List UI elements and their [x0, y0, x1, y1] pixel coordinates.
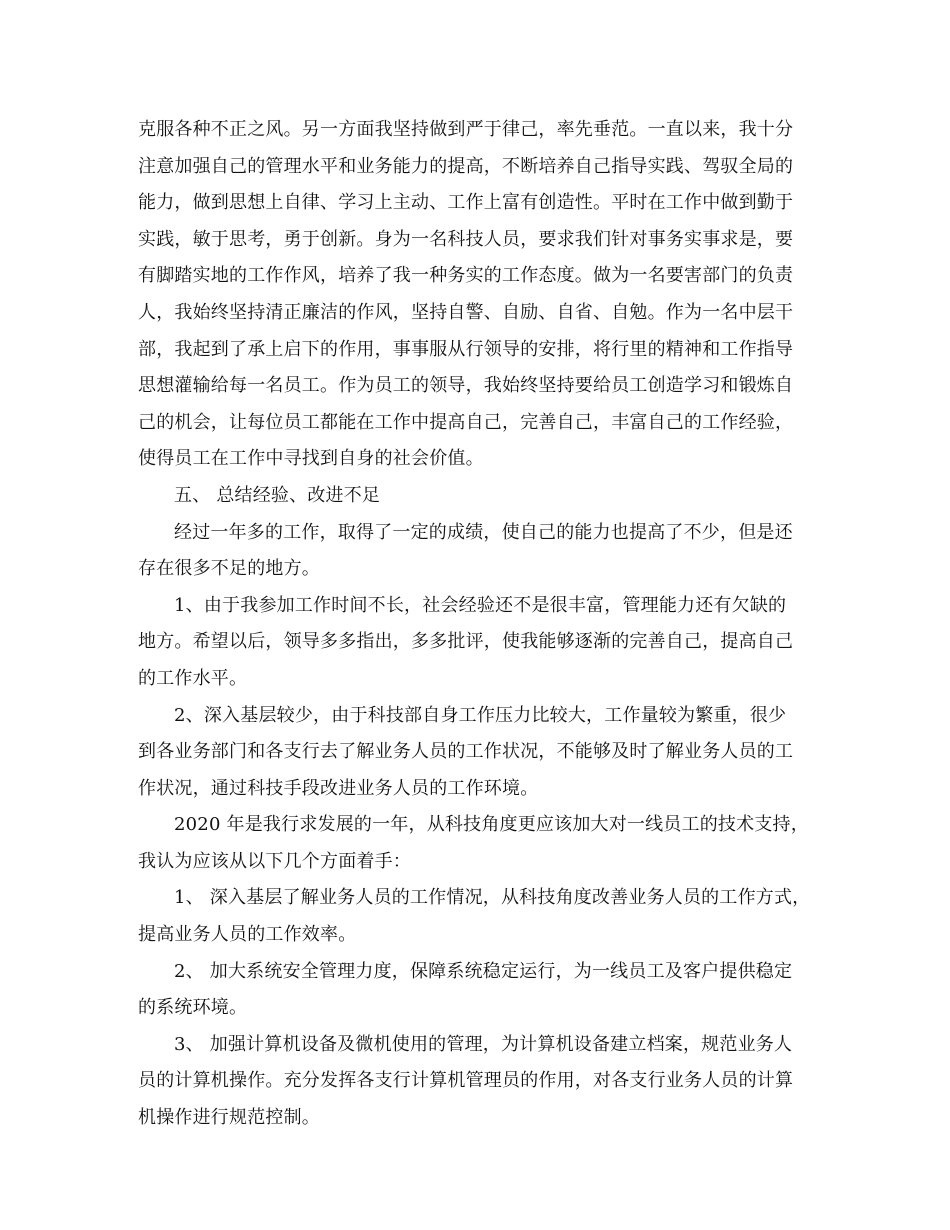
text-line: 实践，敏于思考，勇于创新。身为一名科技人员，要求我们针对事务实事求是，要 [138, 228, 794, 250]
text-line: 注意加强自己的管理水平和业务能力的提高，不断培养自己指导实践、驾驭全局的 [138, 155, 794, 177]
text-line: 克服各种不正之风。另一方面我坚持做到严于律己，率先垂范。一直以来，我十分 [138, 119, 794, 140]
text-line: 2、 加大系统安全管理力度，保障系统稳定运行，为一线员工及客户提供稳定 [174, 960, 793, 982]
text-line: 2020 年是我行求发展的一年，从科技角度更应该加大对一线员工的技术支持， [174, 814, 809, 836]
text-line: 我认为应该从以下几个方面着手： [138, 850, 411, 872]
text-line: 有脚踏实地的工作作风，培养了我一种务实的工作态度。做为一名要害部门的负责 [138, 265, 794, 287]
text-line: 员的计算机操作。充分发挥各支行计算机管理员的作用，对各支行业务人员的计算 [138, 1070, 794, 1092]
text-line: 人，我始终坚持清正廉洁的作风，坚持自警、自励、自省、自勉。作为一名中层干 [138, 301, 794, 323]
text-line: 3、 加强计算机设备及微机使用的管理，为计算机设备建立档案，规范业务人 [174, 1033, 793, 1055]
text-line: 2、深入基层较少，由于科技部自身工作压力比较大，工作量较为繁重，很少 [174, 704, 787, 726]
text-line: 的系统环境。 [138, 997, 248, 1019]
text-line: 己的机会，让每位员工都能在工作中提高自己，完善自己，丰富自己的工作经验， [138, 411, 794, 433]
text-line: 五、 总结经验、改进不足 [174, 484, 381, 506]
text-line: 的工作水平。 [138, 667, 248, 689]
text-line: 部，我起到了承上启下的作用，事事服从行领导的安排，将行里的精神和工作指导 [138, 338, 794, 360]
text-line: 思想灌输给每一名员工。作为员工的领导，我始终坚持要给员工创造学习和锻炼自 [138, 375, 794, 397]
text-line: 使得员工在工作中寻找到自身的社会价值。 [138, 448, 484, 470]
text-line: 作状况，通过科技手段改进业务人员的工作环境。 [138, 777, 539, 799]
text-line: 能力，做到思想上自律、学习上主动、工作上富有创造性。平时在工作中做到勤于 [138, 192, 794, 214]
text-line: 经过一年多的工作，取得了一定的成绩，使自己的能力也提高了不少，但是还 [174, 521, 793, 543]
text-line: 1、由于我参加工作时间不长，社会经验还不是很丰富，管理能力还有欠缺的 [174, 594, 787, 616]
text-line: 1、 深入基层了解业务人员的工作情况，从科技角度改善业务人员的工作方式， [174, 887, 811, 909]
document-body [138, 112, 818, 1137]
text-line: 提高业务人员的工作效率。 [138, 924, 357, 946]
text-line: 存在很多不足的地方。 [138, 558, 320, 580]
text-line: 地方。希望以后，领导多多指出，多多批评，使我能够逐渐的完善自己，提高自己 [138, 631, 794, 653]
text-line: 机操作进行规范控制。 [138, 1107, 320, 1129]
text-line: 到各业务部门和各支行去了解业务人员的工作状况，不能够及时了解业务人员的工 [138, 741, 794, 763]
